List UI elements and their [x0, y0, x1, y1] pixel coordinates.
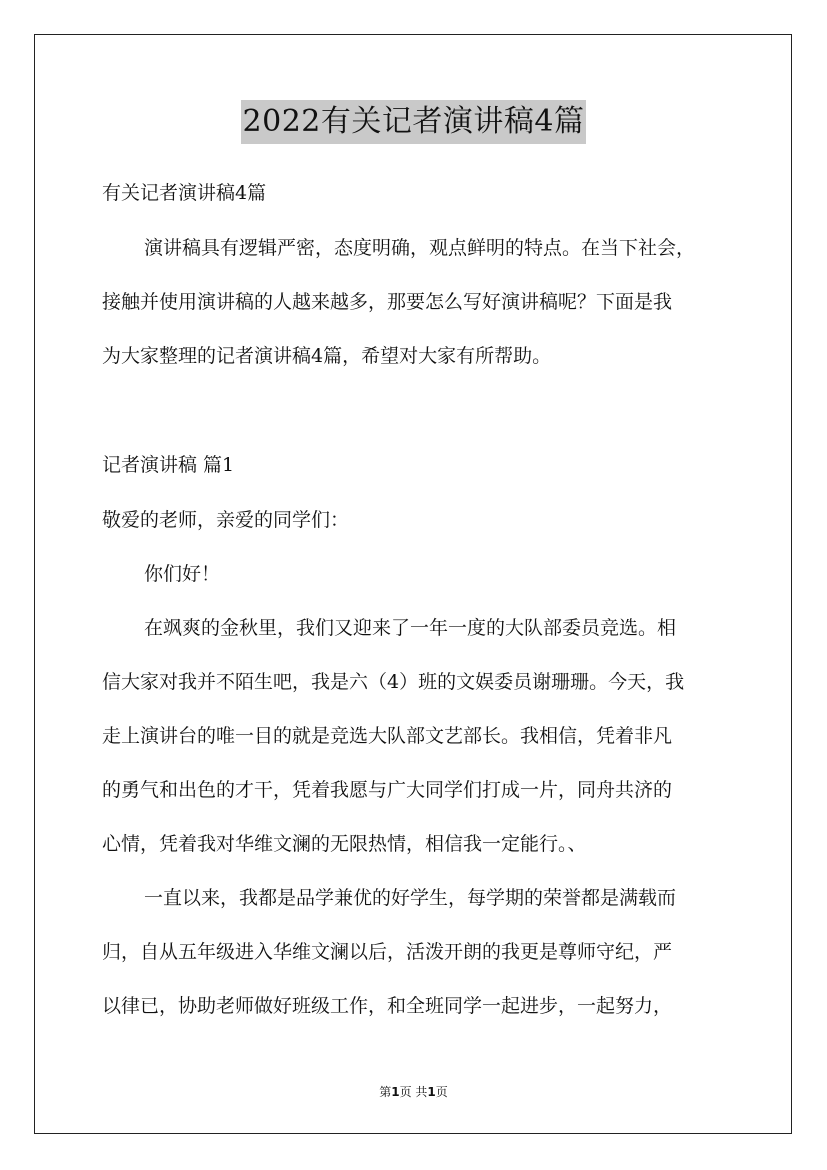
paragraph1-line-1: 在飒爽的金秋里，我们又迎来了一年一度的大队部委员竞选。相: [144, 617, 677, 639]
document-subtitle: 有关记者演讲稿4篇: [102, 182, 267, 204]
paragraph1-line-3: 走上演讲台的唯一目的就是竞选大队部文艺部长。我相信，凭着非凡: [102, 725, 673, 747]
paragraph1-line-4: 的勇气和出色的才干，凭着我愿与广大同学们打成一片，同舟共济的: [102, 779, 673, 801]
footer-page-suffix: 页: [399, 1085, 412, 1099]
page-footer: [0, 1083, 827, 1100]
title-container: [0, 100, 827, 144]
section-heading: 记者演讲稿 篇1: [102, 454, 235, 476]
greeting: 你们好！: [144, 563, 221, 585]
intro-line-3: 为大家整理的记者演讲稿4篇，希望对大家有所帮助。: [102, 345, 552, 367]
intro-line-2: 接触并使用演讲稿的人越来越多，那要怎么写好演讲稿呢？下面是我: [102, 291, 673, 313]
paragraph1-line-5: 心情，凭着我对华维文澜的无限热情，相信我一定能行。、: [102, 833, 587, 855]
paragraph1-line-2: 信大家对我并不陌生吧，我是六（4）班的文娱委员谢珊珊。今天，我: [102, 671, 685, 693]
footer-total-suffix: 页: [435, 1085, 448, 1099]
salutation: 敬爱的老师，亲爱的同学们：: [102, 509, 350, 531]
footer-total-prefix: 共: [415, 1085, 428, 1099]
footer-page-number: 1: [391, 1085, 400, 1099]
paragraph2-line-3: 以律已，协助老师做好班级工作，和全班同学一起进步，一起努力，: [102, 995, 673, 1017]
paragraph2-line-1: 一直以来，我都是品学兼优的好学生，每学期的荣誉都是满载而: [144, 887, 677, 909]
intro-line-1: 演讲稿具有逻辑严密，态度明确，观点鲜明的特点。在当下社会，: [144, 237, 696, 259]
footer-page-prefix: 第: [379, 1085, 392, 1099]
footer-total-number: 1: [427, 1085, 436, 1099]
document-title: 2022有关记者演讲稿4篇: [241, 100, 587, 144]
paragraph2-line-2: 归，自从五年级进入华维文澜以后，活泼开朗的我更是尊师守纪，严: [102, 941, 673, 963]
